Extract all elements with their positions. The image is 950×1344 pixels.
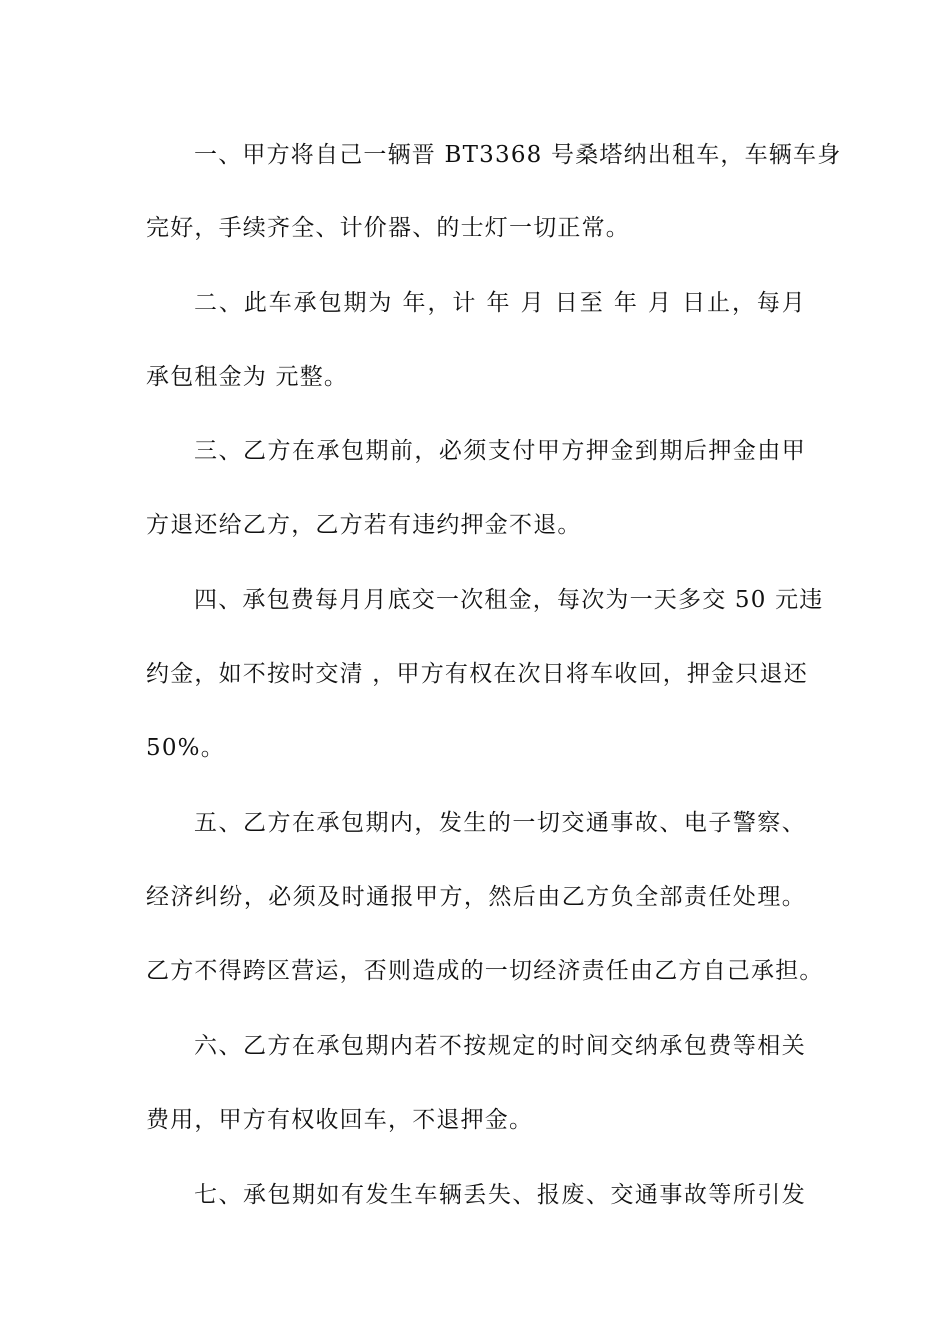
clause-1-line-1: 一、甲方将自己一辆晋 BT3368 号桑塔纳出租车，车辆车身	[194, 142, 842, 168]
clause-3-line-1: 三、乙方在承包期前，必须支付甲方押金到期后押金由甲	[194, 438, 806, 464]
clause-4-line-2: 约金，如不按时交清 ，甲方有权在次日将车收回，押金只退还	[146, 661, 808, 687]
clause-5-line-1: 五、乙方在承包期内，发生的一切交通事故、电子警察、	[194, 810, 806, 836]
clause-5-line-2: 经济纠纷，必须及时通报甲方，然后由乙方负全部责任处理。	[146, 884, 806, 910]
clause-2-line-2: 承包租金为 元整。	[146, 364, 349, 390]
clause-6-line-2: 费用，甲方有权收回车，不退押金。	[146, 1107, 534, 1133]
clause-2-line-1: 二、此车承包期为 年，计 年 月 日至 年 月 日止，每月	[194, 290, 806, 316]
clause-3-line-2: 方退还给乙方，乙方若有违约押金不退。	[146, 512, 582, 538]
clause-7-line-1: 七、承包期如有发生车辆丢失、报废、交通事故等所引发	[194, 1182, 806, 1208]
clause-5-line-3: 乙方不得跨区营运，否则造成的一切经济责任由乙方自己承担。	[146, 958, 824, 984]
clause-4-line-3: 50%。	[146, 735, 225, 761]
clause-4-line-1: 四、承包费每月月底交一次租金，每次为一天多交 50 元违	[194, 587, 824, 613]
clause-6-line-1: 六、乙方在承包期内若不按规定的时间交纳承包费等相关	[194, 1033, 806, 1059]
clause-1-line-2: 完好，手续齐全、计价器、的士灯一切正常。	[146, 215, 630, 241]
